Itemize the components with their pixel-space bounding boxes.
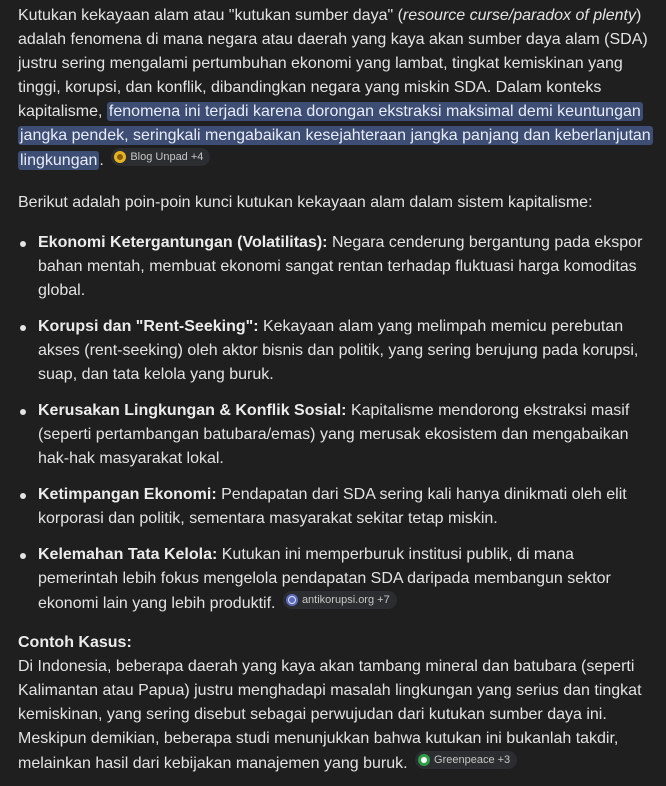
intro-text-start: Kutukan kekayaan alam atau "kutukan sumber daya" (: [18, 7, 403, 24]
source-chip-unpad[interactable]: [111, 148, 210, 166]
greenpeace-logo-icon: [418, 754, 430, 766]
intro-text-middle: ) adalah fenomena di mana negara atau daerah yang kaya akan sumber daya alam (SDA) justru sering mengalami pertumbuhan ekonomi yang lambat, tingkat kemiskinan yang tinggi, korupsi, dan konflik, dibandingkan negara yang miskin SDA. Dalam konteks kapitalisme,: [18, 7, 648, 120]
point-text: Negara cenderung bergantung pada ekspor bahan mentah, membuat ekonomi sangat rentan terhadap fluktuasi harga komoditas global.: [38, 234, 643, 299]
point-text: Kutukan ini memperburuk institusi publik, di mana pemerintah lebih fokus mengelola pendapatan SDA daripada membangun sektor ekonomi lain yang lebih produktif.: [38, 546, 611, 612]
point-title: Ketimpangan Ekonomi:: [38, 486, 217, 503]
point-title: Korupsi dan "Rent-Seeking":: [38, 318, 259, 335]
point-title: Kelemahan Tata Kelola:: [38, 546, 218, 563]
key-points-list: [18, 231, 656, 616]
source-chip-label: antikorupsi.org +7: [301, 594, 390, 606]
point-text: Kekayaan alam yang melimpah memicu perebutan akses (rent-seeking) oleh aktor bisnis dan politik, yang sering berujung pada korupsi, suap, dan tata kelola yang buruk.: [38, 318, 639, 383]
source-chip-label: Greenpeace +3: [434, 754, 511, 766]
list-item: [18, 231, 656, 303]
case-heading: Contoh Kasus:: [18, 634, 132, 651]
list-item: [18, 483, 656, 531]
intro-italic-term: resource curse/paradox of plenty: [402, 7, 636, 24]
list-item: [18, 399, 656, 471]
point-text: Kapitalisme mendorong ekstraksi masif (seperti pertambangan batubara/emas) yang merusak ekosistem dan mengabaikan hak-hak masyarakat lokal.: [38, 402, 630, 467]
source-chip-greenpeace[interactable]: [415, 751, 517, 769]
point-text: Pendapatan dari SDA sering kali hanya dinikmati oleh elit korporasi dan politik, sementara masyarakat sekitar tetap miskin.: [38, 486, 627, 527]
case-text: Di Indonesia, beberapa daerah yang kaya akan tambang mineral dan batubara (seperti Kalimantan atau Papua) justru menghadapi masalah lingkungan yang serius dan tingkat kemiskinan, yang sering disebut sebagai perwujudan dari kutukan sumber daya ini. Meskipun demikian, beberapa studi menunjukkan bahwa kutukan ini bukanlah takdir, melainkan hasil dari kebijakan manajemen yang buruk.: [18, 658, 642, 772]
list-item: [18, 543, 656, 616]
antikorupsi-logo-icon: [286, 594, 298, 606]
case-paragraph: [18, 655, 656, 776]
point-title: Ekonomi Ketergantungan (Volatilitas):: [38, 234, 328, 251]
lead-paragraph: Berikut adalah poin-poin kunci kutukan kekayaan alam dalam sistem kapitalisme:: [18, 194, 593, 211]
point-title: Kerusakan Lingkungan & Konflik Sosial:: [38, 402, 347, 419]
list-item: [18, 315, 656, 387]
unpad-logo-icon: [114, 151, 126, 163]
intro-paragraph: [18, 4, 656, 173]
source-chip-antikorupsi[interactable]: [283, 591, 397, 609]
highlighted-text[interactable]: fenomena ini terjadi karena dorongan ekstraksi maksimal demi keuntungan jangka pendek, seringkali mengabaikan kesejahteraan jangka panjang dan keberlanjutan lingkungan: [20, 103, 651, 169]
source-chip-label: Blog Unpad +4: [130, 151, 204, 163]
intro-text-end: .: [99, 152, 104, 169]
